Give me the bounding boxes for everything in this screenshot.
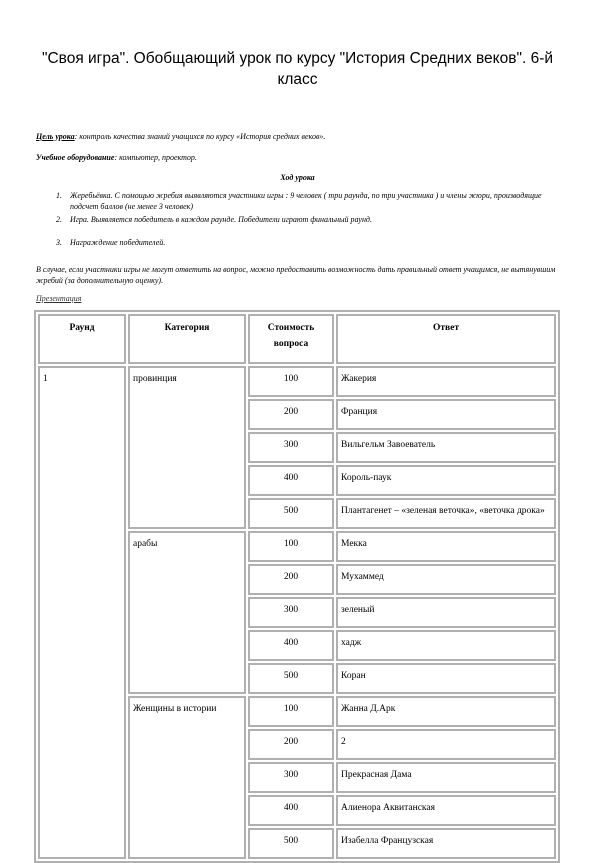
value-cell: 500 <box>248 828 334 859</box>
answer-cell: Франция <box>336 399 556 430</box>
equipment-label: Учебное оборудование <box>36 153 115 162</box>
value-cell: 200 <box>248 399 334 430</box>
value-cell: 400 <box>248 630 334 661</box>
answer-cell: хадж <box>336 630 556 661</box>
step-item: 2. Игра. Выявляется победитель в каждом раунде. Победители играют финальный раунд. <box>56 215 372 224</box>
answer-cell: Плантагенет – «зеленая веточка», «веточка дрока» <box>336 498 556 529</box>
category-cell: провинция <box>128 366 246 529</box>
value-cell: 500 <box>248 663 334 694</box>
presentation-link[interactable]: Презентация <box>36 294 82 303</box>
table-header-row <box>38 314 556 364</box>
value-cell: 200 <box>248 564 334 595</box>
category-cell: Женщины в истории <box>128 696 246 859</box>
plan-heading: Ход урока <box>280 173 315 182</box>
value-cell: 500 <box>248 498 334 529</box>
answer-cell: Король-паук <box>336 465 556 496</box>
category-cell: арабы <box>128 531 246 694</box>
substitution-note: В случае, если участники игры не могут ответить на вопрос, можно предоставить возможность дать правильный ответ учащимся, не вытянувшим жребий (за дополнительную оценку). <box>36 265 556 285</box>
step-item: 3. Награждение победителей. <box>56 238 166 247</box>
answer-cell: Алиенора Аквитанская <box>336 795 556 826</box>
value-cell: 300 <box>248 597 334 628</box>
header-answer: Ответ <box>336 314 556 364</box>
answer-cell: Мекка <box>336 531 556 562</box>
document-title: "Своя игра". Обобщающий урок по курсу "История Средних веков". 6-й класс <box>41 50 554 88</box>
header-value: Стоимость вопроса <box>248 314 334 364</box>
value-cell: 200 <box>248 729 334 760</box>
quiz-table <box>34 310 560 863</box>
answer-cell: Изабелла Французская <box>336 828 556 859</box>
lesson-goal <box>36 131 559 142</box>
answer-cell: Вильгельм Завоеватель <box>336 432 556 463</box>
answer-cell: Прекрасная Дама <box>336 762 556 793</box>
answer-cell: Жакерия <box>336 366 556 397</box>
value-cell: 100 <box>248 531 334 562</box>
lesson-steps <box>36 190 559 248</box>
header-category: Категория <box>128 314 246 364</box>
equipment-text: : компьютер, проектор. <box>114 153 197 162</box>
lesson-equipment <box>36 152 559 163</box>
answer-cell: Коран <box>336 663 556 694</box>
step-item: 1. Жеребьёвка. С помощью жребия выявляются участники игры : 9 человек ( три раунда, по три участника ) и члены жюри, производящие подсчет баллов (не менее 3 человек) <box>56 191 542 211</box>
value-cell: 100 <box>248 696 334 727</box>
lesson-goal-text: : контроль качества знаний учащихся по курсу «История средних веков». <box>74 132 326 141</box>
answer-cell: Жанна Д.Арк <box>336 696 556 727</box>
lesson-goal-label: Цель урока <box>36 132 75 141</box>
value-cell: 300 <box>248 432 334 463</box>
value-cell: 100 <box>248 366 334 397</box>
value-cell: 300 <box>248 762 334 793</box>
answer-cell: Мухаммед <box>336 564 556 595</box>
table-row <box>38 366 556 397</box>
answer-cell: зеленый <box>336 597 556 628</box>
value-cell: 400 <box>248 465 334 496</box>
value-cell: 400 <box>248 795 334 826</box>
header-round: Раунд <box>38 314 126 364</box>
round-cell: 1 <box>38 366 126 859</box>
answer-cell: 2 <box>336 729 556 760</box>
